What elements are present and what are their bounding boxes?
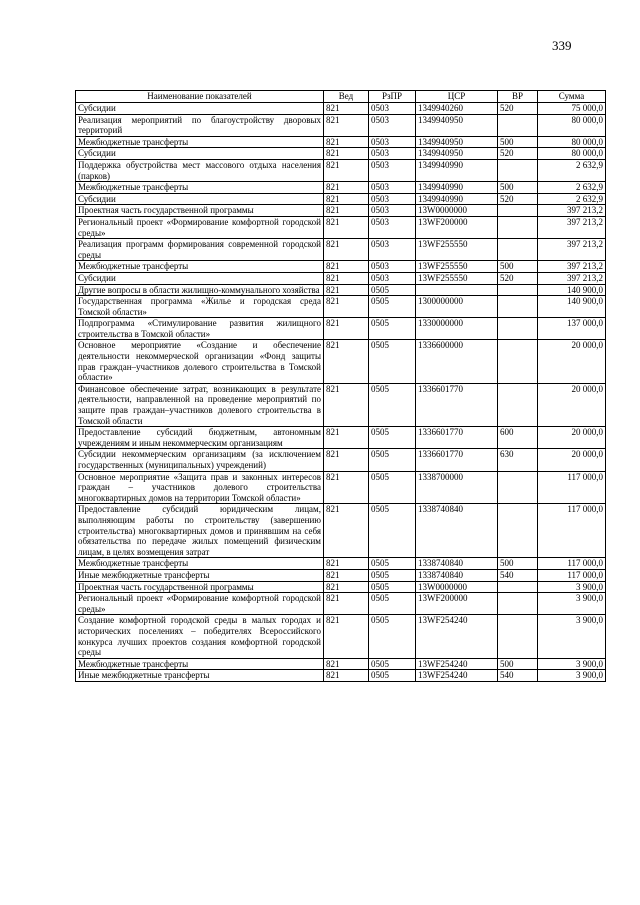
ved-cell: 821 xyxy=(324,261,369,273)
vr-cell: 540 xyxy=(498,569,538,581)
page-number: 339 xyxy=(552,38,572,53)
table-row xyxy=(76,558,606,570)
csr-cell: 13WF200000 xyxy=(416,216,498,238)
sum-cell: 3 900,0 xyxy=(538,593,606,615)
rzpr-cell: 0505 xyxy=(369,383,416,426)
row-label: Межбюджетные трансферты xyxy=(78,261,189,272)
csr-cell: 13WF255550 xyxy=(416,261,498,273)
row-label: Иные межбюджетные трансферты xyxy=(78,569,210,580)
row-label: Региональный проект «Формирование комфортной городской среды» xyxy=(78,593,321,614)
sum-cell: 140 900,0 xyxy=(538,284,606,296)
table-row xyxy=(76,471,606,504)
rzpr-cell: 0503 xyxy=(369,239,416,261)
rzpr-cell: 0503 xyxy=(369,216,416,238)
row-label: Межбюджетные трансферты xyxy=(78,558,189,569)
table-row xyxy=(76,182,606,194)
sum-cell: 80 000,0 xyxy=(538,136,606,148)
csr-cell: 1349940990 xyxy=(416,182,498,194)
name-cell xyxy=(76,670,324,682)
csr-cell: 1336600000 xyxy=(416,340,498,383)
vr-cell xyxy=(498,615,538,658)
sum-cell: 3 900,0 xyxy=(538,658,606,670)
sum-cell: 20 000,0 xyxy=(538,383,606,426)
table-row xyxy=(76,593,606,615)
ved-cell: 821 xyxy=(324,558,369,570)
rzpr-cell: 0505 xyxy=(369,427,416,449)
name-cell xyxy=(76,114,324,136)
rzpr-cell: 0505 xyxy=(369,504,416,558)
sum-cell: 20 000,0 xyxy=(538,449,606,471)
vr-cell: 520 xyxy=(498,193,538,205)
row-label: Межбюджетные трансферты xyxy=(78,136,189,147)
csr-cell: 1338740840 xyxy=(416,504,498,558)
ved-cell: 821 xyxy=(324,449,369,471)
name-cell xyxy=(76,159,324,181)
csr-cell: 1336601770 xyxy=(416,449,498,471)
ved-cell: 821 xyxy=(324,504,369,558)
csr-cell: 1349940950 xyxy=(416,114,498,136)
name-cell xyxy=(76,136,324,148)
table-row xyxy=(76,318,606,340)
ved-cell: 821 xyxy=(324,193,369,205)
name-cell xyxy=(76,272,324,284)
table-row xyxy=(76,504,606,558)
row-label: Создание комфортной городской среды в малых городах и исторических поселениях – победителях Всероссийского конкурса лучших проектов создания комфортной городской среды xyxy=(78,615,321,658)
sum-cell: 397 213,2 xyxy=(538,261,606,273)
csr-cell: 13W0000000 xyxy=(416,581,498,593)
sum-cell: 75 000,0 xyxy=(538,103,606,115)
table-row xyxy=(76,340,606,383)
table-row xyxy=(76,136,606,148)
row-label: Межбюджетные трансферты xyxy=(78,182,189,193)
header-sum: Сумма xyxy=(538,91,606,103)
vr-cell: 540 xyxy=(498,670,538,682)
rzpr-cell: 0503 xyxy=(369,159,416,181)
header-name: Наименование показателей xyxy=(76,91,324,103)
sum-cell: 117 000,0 xyxy=(538,569,606,581)
rzpr-cell: 0505 xyxy=(369,284,416,296)
sum-cell: 80 000,0 xyxy=(538,148,606,160)
ved-cell: 821 xyxy=(324,318,369,340)
csr-cell: 13WF255550 xyxy=(416,272,498,284)
ved-cell: 821 xyxy=(324,114,369,136)
vr-cell: 500 xyxy=(498,182,538,194)
vr-cell xyxy=(498,383,538,426)
sum-cell: 397 213,2 xyxy=(538,272,606,284)
ved-cell: 821 xyxy=(324,340,369,383)
rzpr-cell: 0505 xyxy=(369,340,416,383)
ved-cell: 821 xyxy=(324,383,369,426)
name-cell xyxy=(76,103,324,115)
row-label: Подпрограмма «Стимулирование развития жилищного строительства в Томской области» xyxy=(78,318,321,339)
row-label: Региональный проект «Формирование комфортной городской среды» xyxy=(78,216,321,238)
sum-cell: 117 000,0 xyxy=(538,504,606,558)
table-body xyxy=(76,103,606,682)
vr-cell xyxy=(498,318,538,340)
name-cell xyxy=(76,504,324,558)
vr-cell xyxy=(498,471,538,504)
vr-cell: 520 xyxy=(498,148,538,160)
csr-cell: 1349940950 xyxy=(416,148,498,160)
sum-cell: 117 000,0 xyxy=(538,558,606,570)
table-row xyxy=(76,615,606,658)
ved-cell: 821 xyxy=(324,182,369,194)
row-label: Государственная программа «Жилье и городская среда Томской области» xyxy=(78,296,321,317)
csr-cell: 13WF255550 xyxy=(416,239,498,261)
rzpr-cell: 0505 xyxy=(369,581,416,593)
sum-cell: 20 000,0 xyxy=(538,427,606,449)
csr-cell: 13WF254240 xyxy=(416,658,498,670)
table-row xyxy=(76,272,606,284)
csr-cell: 1330000000 xyxy=(416,318,498,340)
rzpr-cell: 0503 xyxy=(369,193,416,205)
table-row xyxy=(76,159,606,181)
csr-cell: 1338740840 xyxy=(416,558,498,570)
table-row xyxy=(76,449,606,471)
name-cell xyxy=(76,615,324,658)
sum-cell: 117 000,0 xyxy=(538,471,606,504)
name-cell xyxy=(76,581,324,593)
table-row xyxy=(76,114,606,136)
vr-cell xyxy=(498,284,538,296)
vr-cell xyxy=(498,239,538,261)
csr-cell: 1349940990 xyxy=(416,193,498,205)
csr-cell: 1349940950 xyxy=(416,136,498,148)
row-label: Субсидии некоммерческим организациям (за исключением государственных (муниципальных) учреждений) xyxy=(78,449,321,470)
rzpr-cell: 0505 xyxy=(369,615,416,658)
table-row xyxy=(76,148,606,160)
sum-cell: 140 900,0 xyxy=(538,296,606,318)
row-label: Субсидии xyxy=(78,193,116,204)
name-cell xyxy=(76,182,324,194)
ved-cell: 821 xyxy=(324,593,369,615)
csr-cell: 13W0000000 xyxy=(416,205,498,217)
rzpr-cell: 0503 xyxy=(369,136,416,148)
vr-cell xyxy=(498,114,538,136)
table-header xyxy=(76,91,606,103)
ved-cell: 821 xyxy=(324,569,369,581)
rzpr-cell: 0503 xyxy=(369,261,416,273)
rzpr-cell: 0505 xyxy=(369,558,416,570)
row-label: Проектная часть государственной программы xyxy=(78,205,254,216)
csr-cell: 1336601770 xyxy=(416,427,498,449)
name-cell xyxy=(76,449,324,471)
rzpr-cell: 0505 xyxy=(369,318,416,340)
rzpr-cell: 0503 xyxy=(369,114,416,136)
rzpr-cell: 0503 xyxy=(369,205,416,217)
rzpr-cell: 0505 xyxy=(369,471,416,504)
ved-cell: 821 xyxy=(324,296,369,318)
ved-cell: 821 xyxy=(324,239,369,261)
header-rzpr: РзПР xyxy=(369,91,416,103)
table-row xyxy=(76,216,606,238)
csr-cell: 13WF254240 xyxy=(416,670,498,682)
vr-cell xyxy=(498,340,538,383)
sum-cell: 2 632,9 xyxy=(538,159,606,181)
csr-cell: 1338740840 xyxy=(416,569,498,581)
row-label: Основное мероприятие «Защита прав и законных интересов граждан – участников долевого строительства многоквартирных домов на территории Томской области» xyxy=(78,471,321,503)
name-cell xyxy=(76,383,324,426)
row-label: Финансовое обеспечение затрат, возникающих в результате деятельности, направленной на проведение мероприятий по защите прав граждан–участников долевого строительства в Томской области xyxy=(78,383,321,426)
name-cell xyxy=(76,593,324,615)
name-cell xyxy=(76,261,324,273)
vr-cell xyxy=(498,581,538,593)
vr-cell: 630 xyxy=(498,449,538,471)
table-row xyxy=(76,261,606,273)
row-label: Проектная часть государственной программы xyxy=(78,581,254,592)
ved-cell: 821 xyxy=(324,136,369,148)
name-cell xyxy=(76,205,324,217)
name-cell xyxy=(76,340,324,383)
table-row xyxy=(76,296,606,318)
vr-cell xyxy=(498,296,538,318)
name-cell xyxy=(76,318,324,340)
row-label: Межбюджетные трансферты xyxy=(78,658,189,669)
vr-cell: 500 xyxy=(498,558,538,570)
row-label: Поддержка обустройства мест массового отдыха населения (парков) xyxy=(78,159,321,181)
sum-cell: 20 000,0 xyxy=(538,340,606,383)
rzpr-cell: 0505 xyxy=(369,569,416,581)
table-row xyxy=(76,383,606,426)
table-row xyxy=(76,193,606,205)
table-row xyxy=(76,569,606,581)
ved-cell: 821 xyxy=(324,216,369,238)
rzpr-cell: 0503 xyxy=(369,148,416,160)
table-row xyxy=(76,239,606,261)
vr-cell: 500 xyxy=(498,136,538,148)
ved-cell: 821 xyxy=(324,581,369,593)
sum-cell: 3 900,0 xyxy=(538,581,606,593)
sum-cell: 397 213,2 xyxy=(538,239,606,261)
ved-cell: 821 xyxy=(324,471,369,504)
name-cell xyxy=(76,427,324,449)
ved-cell: 821 xyxy=(324,103,369,115)
vr-cell xyxy=(498,205,538,217)
name-cell xyxy=(76,216,324,238)
name-cell xyxy=(76,193,324,205)
row-label: Субсидии xyxy=(78,272,116,283)
row-label: Предоставление субсидий бюджетным, автономным учреждениям и иным некоммерческим организациям xyxy=(78,427,321,448)
name-cell xyxy=(76,296,324,318)
header-vr: ВР xyxy=(498,91,538,103)
ved-cell: 821 xyxy=(324,427,369,449)
csr-cell: 1349940990 xyxy=(416,159,498,181)
name-cell xyxy=(76,239,324,261)
row-label: Предоставление субсидий юридическим лицам, выполняющим работы по строительству (завершению строительства) многоквартирных домов и принявшим на себя обязательства по передаче жилых помещений физическим лицам, в целях возмещения затрат xyxy=(78,504,321,557)
csr-cell xyxy=(416,284,498,296)
rzpr-cell: 0505 xyxy=(369,670,416,682)
table-row xyxy=(76,581,606,593)
vr-cell xyxy=(498,593,538,615)
sum-cell: 3 900,0 xyxy=(538,615,606,658)
budget-table xyxy=(75,90,606,682)
ved-cell: 821 xyxy=(324,205,369,217)
name-cell xyxy=(76,569,324,581)
header-csr: ЦСР xyxy=(416,91,498,103)
table-row xyxy=(76,284,606,296)
rzpr-cell: 0505 xyxy=(369,449,416,471)
vr-cell: 500 xyxy=(498,261,538,273)
table-row xyxy=(76,670,606,682)
sum-cell: 397 213,2 xyxy=(538,205,606,217)
vr-cell: 600 xyxy=(498,427,538,449)
rzpr-cell: 0505 xyxy=(369,658,416,670)
row-label: Реализация программ формирования современной городской среды xyxy=(78,239,321,260)
sum-cell: 2 632,9 xyxy=(538,182,606,194)
name-cell xyxy=(76,558,324,570)
csr-cell: 1338700000 xyxy=(416,471,498,504)
table-row xyxy=(76,427,606,449)
ved-cell: 821 xyxy=(324,284,369,296)
rzpr-cell: 0503 xyxy=(369,272,416,284)
ved-cell: 821 xyxy=(324,670,369,682)
row-label: Субсидии xyxy=(78,103,116,113)
sum-cell: 80 000,0 xyxy=(538,114,606,136)
vr-cell xyxy=(498,216,538,238)
sum-cell: 137 000,0 xyxy=(538,318,606,340)
table-row xyxy=(76,658,606,670)
ved-cell: 821 xyxy=(324,159,369,181)
header-ved: Вед xyxy=(324,91,369,103)
csr-cell: 1349940260 xyxy=(416,103,498,115)
row-label: Основное мероприятие «Создание и обеспечение деятельности некоммерческой организации «Фонд защиты прав граждан–участников долевого строительства в Томской области» xyxy=(78,340,321,383)
sum-cell: 2 632,9 xyxy=(538,193,606,205)
csr-cell: 1300000000 xyxy=(416,296,498,318)
ved-cell: 821 xyxy=(324,272,369,284)
table-row xyxy=(76,205,606,217)
csr-cell: 13WF254240 xyxy=(416,615,498,658)
rzpr-cell: 0505 xyxy=(369,296,416,318)
vr-cell: 500 xyxy=(498,658,538,670)
name-cell xyxy=(76,471,324,504)
vr-cell xyxy=(498,504,538,558)
row-label: Субсидии xyxy=(78,148,116,159)
rzpr-cell: 0505 xyxy=(369,593,416,615)
rzpr-cell: 0503 xyxy=(369,182,416,194)
row-label: Другие вопросы в области жилищно-коммунального хозяйства xyxy=(78,284,320,295)
name-cell xyxy=(76,284,324,296)
vr-cell: 520 xyxy=(498,272,538,284)
row-label: Иные межбюджетные трансферты xyxy=(78,670,210,681)
table-row xyxy=(76,103,606,115)
rzpr-cell: 0503 xyxy=(369,103,416,115)
ved-cell: 821 xyxy=(324,148,369,160)
vr-cell xyxy=(498,159,538,181)
name-cell xyxy=(76,658,324,670)
sum-cell: 397 213,2 xyxy=(538,216,606,238)
ved-cell: 821 xyxy=(324,658,369,670)
csr-cell: 13WF200000 xyxy=(416,593,498,615)
vr-cell: 520 xyxy=(498,103,538,115)
sum-cell: 3 900,0 xyxy=(538,670,606,682)
row-label: Реализация мероприятий по благоустройству дворовых территорий xyxy=(78,114,321,136)
name-cell xyxy=(76,148,324,160)
ved-cell: 821 xyxy=(324,615,369,658)
csr-cell: 1336601770 xyxy=(416,383,498,426)
